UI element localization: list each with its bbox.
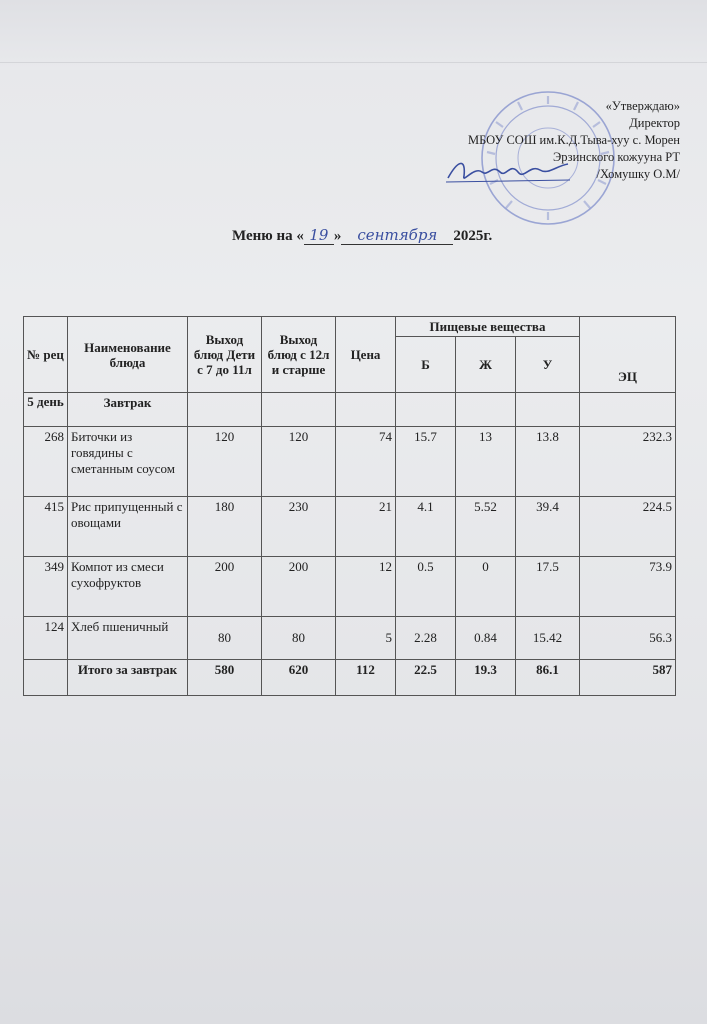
header-output-kids: Выход блюд Дети с 7 до 11л xyxy=(188,317,262,393)
total-fat: 19.3 xyxy=(456,660,516,696)
protein: 15.7 xyxy=(396,427,456,497)
recipe-number: 268 xyxy=(24,427,68,497)
fat: 0.84 xyxy=(456,617,516,660)
energy: 73.9 xyxy=(580,557,676,617)
title-prefix: Меню на « xyxy=(232,228,304,244)
recipe-number: 349 xyxy=(24,557,68,617)
price: 74 xyxy=(336,427,396,497)
total-price: 112 xyxy=(336,660,396,696)
fat: 13 xyxy=(456,427,516,497)
header-recipe-number: № рец xyxy=(24,317,68,393)
approval-district: Эрзинского кожууна РТ xyxy=(552,150,680,164)
energy: 56.3 xyxy=(580,617,676,660)
output-older: 120 xyxy=(262,427,336,497)
energy: 224.5 xyxy=(580,497,676,557)
protein: 4.1 xyxy=(396,497,456,557)
output-kids: 80 xyxy=(188,617,262,660)
dish-name: Биточки из говядины с сметанным соусом xyxy=(68,427,188,497)
protein: 0.5 xyxy=(396,557,456,617)
menu-table xyxy=(23,316,676,696)
table-row xyxy=(24,497,676,557)
day-label: 5 день xyxy=(24,393,68,427)
approval-signatory: /Хомушку О.М/ xyxy=(596,167,680,181)
output-older: 80 xyxy=(262,617,336,660)
header-fat: Ж xyxy=(456,337,516,393)
carbs: 39.4 xyxy=(516,497,580,557)
page-title xyxy=(232,228,492,245)
header-energy: ЭЦ xyxy=(580,317,676,393)
approval-heading: «Утверждаю» xyxy=(605,99,680,113)
title-quote-close: » xyxy=(333,228,342,244)
fat: 0 xyxy=(456,557,516,617)
header-output-older: Выход блюд с 12л и старше xyxy=(262,317,336,393)
dish-name: Рис припущенный с овощами xyxy=(68,497,188,557)
header-nutrients: Пищевые вещества xyxy=(396,317,580,337)
total-carbs: 86.1 xyxy=(516,660,580,696)
price: 21 xyxy=(336,497,396,557)
dish-name: Компот из смеси сухофруктов xyxy=(68,557,188,617)
output-kids: 120 xyxy=(188,427,262,497)
total-label: Итого за завтрак xyxy=(68,660,188,696)
total-row xyxy=(24,660,676,696)
title-day-handwritten: 19 xyxy=(309,226,329,244)
approval-school: МБОУ СОШ им.К.Д.Тыва-хуу с. Морен xyxy=(467,133,680,147)
energy: 232.3 xyxy=(580,427,676,497)
price: 5 xyxy=(336,617,396,660)
carbs: 13.8 xyxy=(516,427,580,497)
output-kids: 200 xyxy=(188,557,262,617)
dish-name: Хлеб пшеничный xyxy=(68,617,188,660)
output-older: 200 xyxy=(262,557,336,617)
paper-fold-line xyxy=(0,62,707,63)
title-year: 2025г. xyxy=(453,228,493,244)
price: 12 xyxy=(336,557,396,617)
output-older: 230 xyxy=(262,497,336,557)
carbs: 15.42 xyxy=(516,617,580,660)
total-energy: 587 xyxy=(580,660,676,696)
header-price: Цена xyxy=(336,317,396,393)
total-output-older: 620 xyxy=(262,660,336,696)
total-protein: 22.5 xyxy=(396,660,456,696)
approval-block xyxy=(420,98,680,183)
table-row xyxy=(24,427,676,497)
approval-position: Директор xyxy=(629,116,680,130)
header-dish-name: Наименование блюда xyxy=(68,317,188,393)
header-protein: Б xyxy=(396,337,456,393)
header-carbs: У xyxy=(516,337,580,393)
meal-label: Завтрак xyxy=(68,393,188,427)
output-kids: 180 xyxy=(188,497,262,557)
paper-fold-shadow xyxy=(0,0,707,70)
recipe-number: 415 xyxy=(24,497,68,557)
protein: 2.28 xyxy=(396,617,456,660)
fat: 5.52 xyxy=(456,497,516,557)
total-output-kids: 580 xyxy=(188,660,262,696)
table-row xyxy=(24,617,676,660)
day-row xyxy=(24,393,676,427)
title-month-handwritten: сентября xyxy=(357,226,438,244)
table-row xyxy=(24,557,676,617)
carbs: 17.5 xyxy=(516,557,580,617)
recipe-number: 124 xyxy=(24,617,68,660)
